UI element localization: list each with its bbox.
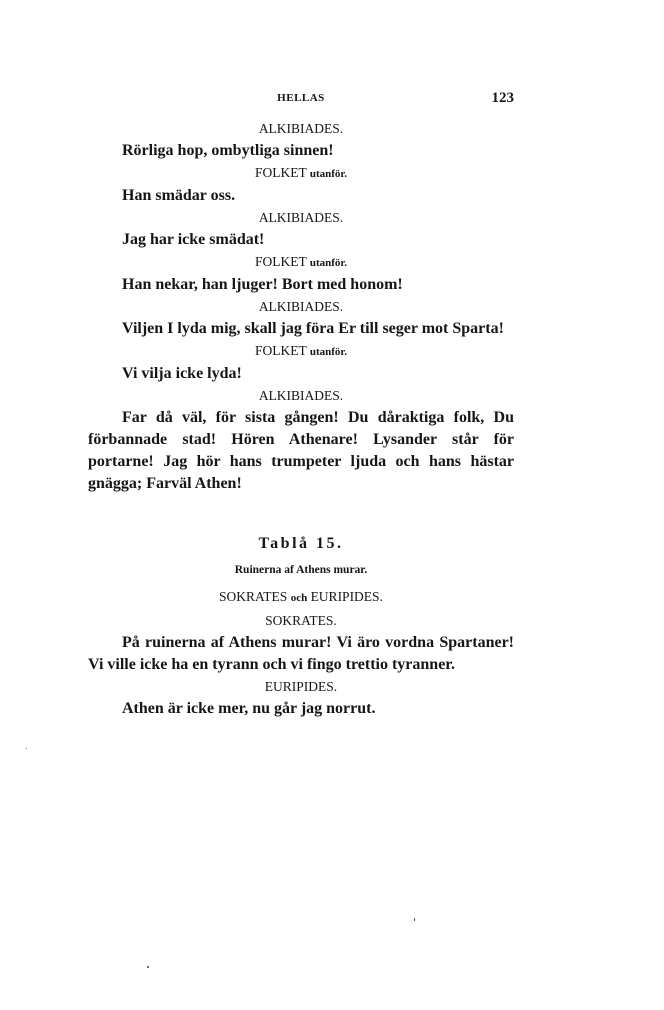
speaker-heading: ALKIBIADES. — [258, 121, 344, 136]
dialogue-line: Vi vilja icke lyda! — [122, 365, 242, 382]
speaker-heading: SOKRATES. — [265, 613, 337, 628]
dialogue-line: På ruinerna af Athens murar! Vi äro vordna Spartaner! Vi ville icke ha en tyrann och vi fingo trettio tyranner. — [88, 634, 514, 673]
page-number: 123 — [491, 90, 514, 106]
dialogue-line: Rörliga hop, ombytliga sinnen! — [122, 142, 334, 159]
speaker-heading: ALKIBIADES. — [258, 388, 344, 403]
running-head: HELLAS — [277, 92, 325, 104]
stage-note: utanför. — [309, 168, 348, 180]
dialogue-line: Jag har icke smädat! — [122, 231, 265, 248]
speaker-heading: ALKIBIADES. — [258, 210, 344, 225]
print-speck — [147, 966, 149, 968]
text-block — [88, 118, 514, 720]
dialogue-line: Far då väl, för sista gången! Du dåraktiga folk, Du förbannade stad! Hören Athenare! Lysander står för portarne! Jag hör hans trumpeter ljuda och hans hästar gnägga; Farväl Athen! — [88, 409, 514, 492]
speaker-heading: FOLKET utanför. — [254, 165, 348, 180]
stage-note: utanför. — [309, 257, 348, 269]
dialogue-line: Athen är icke mer, nu går jag norrut. — [122, 700, 376, 717]
persons-of-scene: SOKRATES och EURIPIDES. — [219, 589, 383, 604]
speaker-heading: ALKIBIADES. — [258, 299, 344, 314]
speaker-heading: FOLKET utanför. — [254, 254, 348, 269]
dialogue-line: Han smädar oss. — [122, 187, 236, 204]
page-header — [88, 90, 514, 110]
stage-note: utanför. — [309, 346, 348, 358]
dialogue-line: Han nekar, han ljuger! Bort med honom! — [122, 276, 403, 293]
speaker-heading: FOLKET utanför. — [254, 343, 348, 358]
speaker-heading: EURIPIDES. — [264, 679, 338, 694]
scene-description: Ruinerna af Athens murar. — [234, 564, 368, 576]
print-speck — [26, 748, 27, 749]
dialogue-line: Viljen I lyda mig, skall jag föra Er till seger mot Sparta! — [122, 320, 504, 337]
print-speck — [414, 918, 415, 921]
tableau-title: Tablå 15. — [258, 535, 344, 552]
